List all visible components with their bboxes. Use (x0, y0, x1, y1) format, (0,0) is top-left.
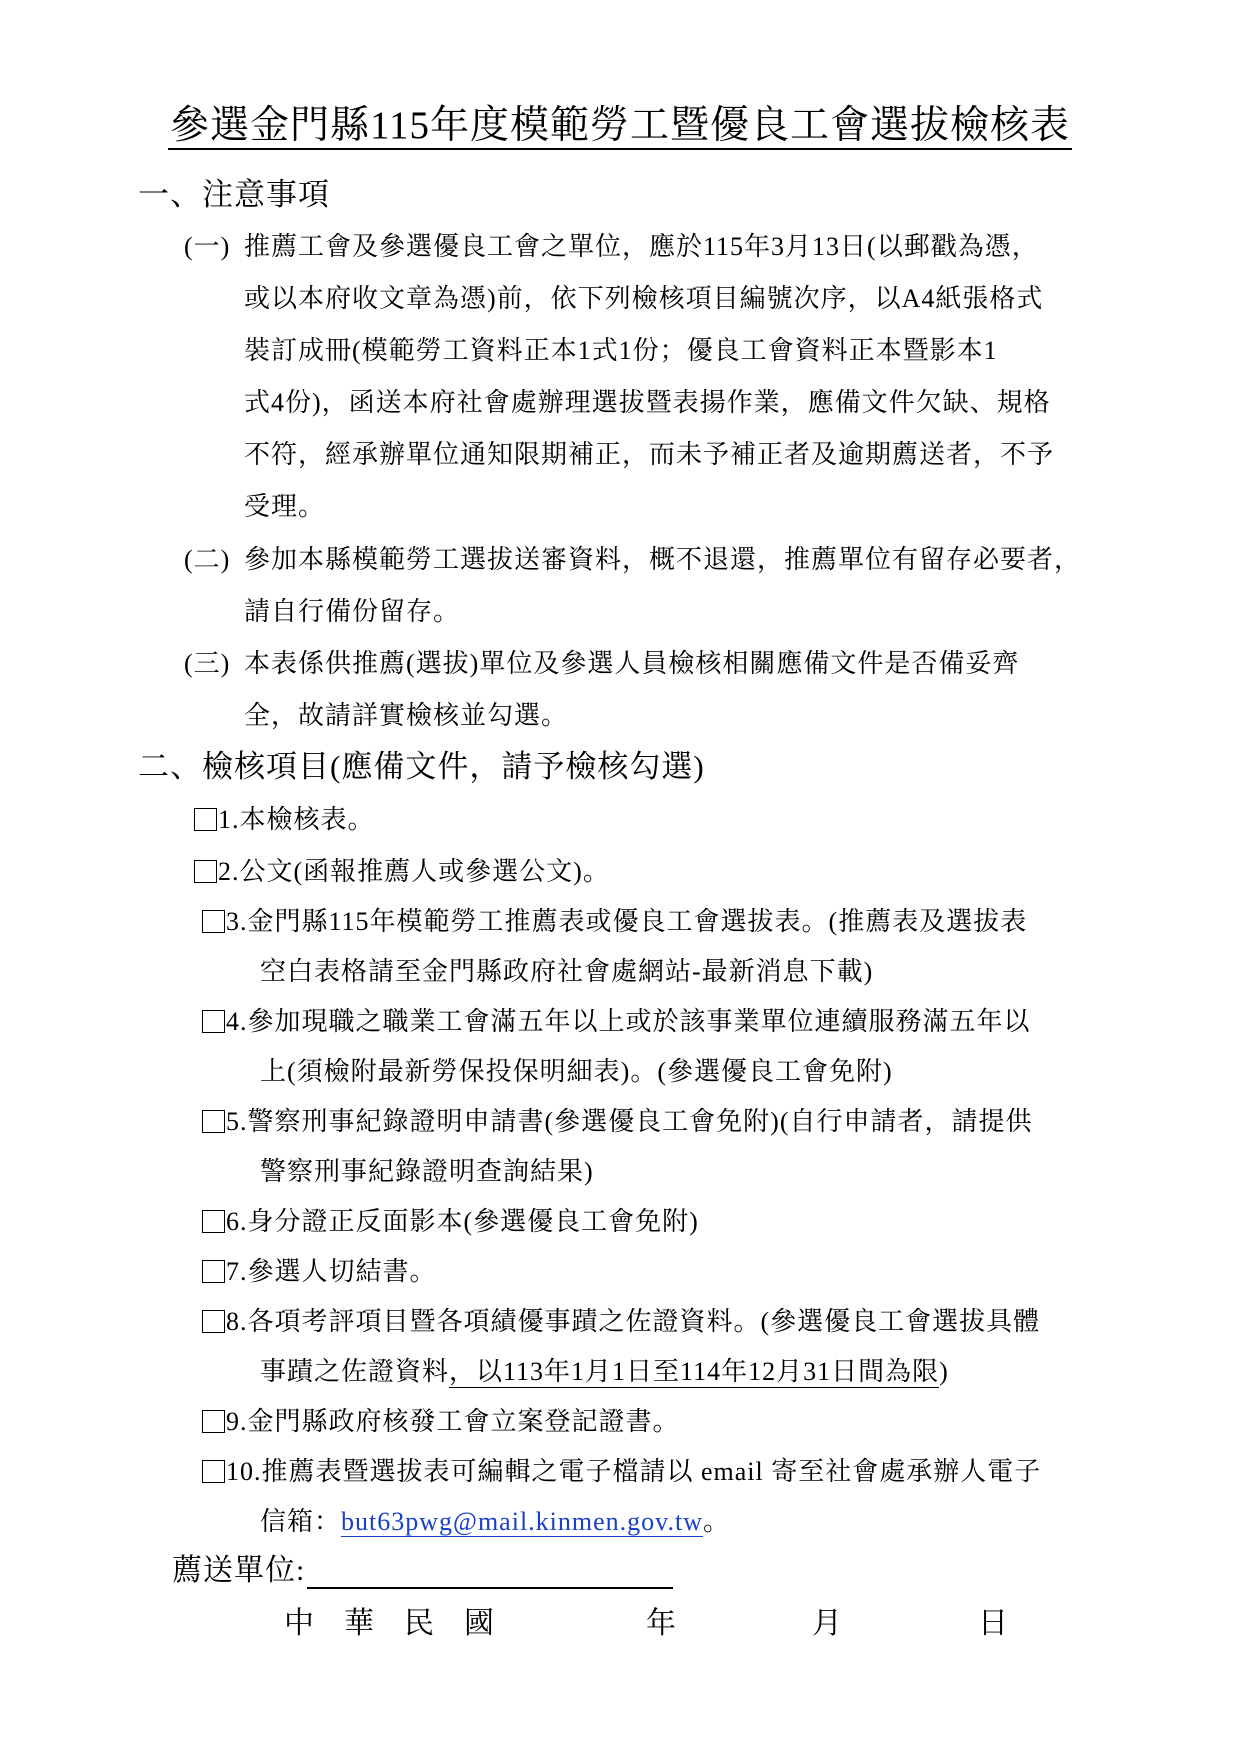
checkbox[interactable] (194, 808, 217, 831)
date-year: 年 (646, 1607, 676, 1640)
item-10-continuation (260, 1502, 730, 1542)
unit-label: 薦送單位: (172, 1554, 306, 1587)
checklist-item-6 (202, 1202, 699, 1242)
checklist-item-8 (202, 1302, 1040, 1342)
note-line: 全，故請詳實檢核並勾選。 (244, 701, 569, 730)
note-label: (一) (184, 232, 231, 261)
item-5-continuation: 警察刑事紀錄證明查詢結果) (260, 1157, 594, 1186)
item-text: 。 (702, 1507, 730, 1536)
item-text: 事蹟之佐證資料 (260, 1357, 450, 1386)
item-4-continuation: 上(須檢附最新勞保投保明細表)。(參選優良工會免附) (260, 1057, 893, 1086)
item-3-continuation: 空白表格請至金門縣政府社會處網站-最新消息下載) (260, 957, 874, 986)
checklist-item-4 (202, 1002, 1031, 1042)
checklist-item-3 (202, 902, 1027, 942)
checkbox[interactable] (202, 1410, 225, 1433)
item-text: 推薦表暨選拔表可編輯之電子檔請以 email 寄至社會處承辦人電子 (261, 1457, 1042, 1486)
checkbox[interactable] (202, 1310, 225, 1333)
item-text: 公文(函報推薦人或參選公文)。 (239, 857, 610, 886)
note-label: (二) (184, 545, 231, 574)
note-label: (三) (184, 649, 231, 678)
checklist-item-9 (202, 1402, 680, 1442)
date-month: 月 (812, 1607, 842, 1640)
item-text: 各項考評項目暨各項績優事蹟之佐證資料。(參選優良工會選拔具體 (247, 1307, 1041, 1336)
note-line: 請自行備份留存。 (244, 597, 461, 626)
note-line: 不符，經承辦單位通知限期補正，而未予補正者及逾期薦送者，不予 (244, 440, 1055, 469)
checklist-item-5 (202, 1102, 1032, 1142)
item-number: 1. (218, 805, 240, 834)
checkbox[interactable] (202, 910, 225, 933)
item-number: 5. (226, 1107, 248, 1136)
item-number: 4. (226, 1007, 248, 1036)
section2-heading: 二、檢核項目(應備文件，請予檢核勾選) (138, 749, 705, 784)
item-number: 3. (226, 907, 248, 936)
item-number: 2. (218, 857, 240, 886)
item-8-continuation (260, 1352, 949, 1392)
unit-signature-line[interactable] (307, 1553, 673, 1589)
item-number: 6. (226, 1207, 248, 1236)
item-number: 10. (226, 1457, 262, 1486)
checkbox[interactable] (202, 1110, 225, 1133)
recommending-unit (172, 1548, 673, 1594)
item-number: 9. (226, 1407, 248, 1436)
item-text: 信箱： (260, 1507, 342, 1536)
date-day: 日 (978, 1607, 1008, 1640)
date-range-underlined: ，以113年1月1日至114年12月31日間為限 (449, 1357, 940, 1386)
checklist-item-1 (194, 800, 375, 840)
email-link[interactable]: but63pwg@mail.kinmen.gov.tw (341, 1507, 703, 1536)
checklist-item-2 (194, 852, 610, 892)
note-line: 本表係供推薦(選拔)單位及參選人員檢核相關應備文件是否備妥齊 (244, 649, 1020, 678)
item-number: 8. (226, 1307, 248, 1336)
item-text: 本檢核表。 (239, 805, 375, 834)
note-line: 推薦工會及參選優良工會之單位，應於115年3月13日(以郵戳為憑， (244, 232, 1039, 261)
item-text: 身分證正反面影本(參選優良工會免附) (247, 1207, 699, 1236)
item-text: 金門縣115年模範勞工推薦表或優良工會選拔表。(推薦表及選拔表 (247, 907, 1028, 936)
item-text: 參選人切結書。 (247, 1257, 437, 1286)
item-text: 參加現職之職業工會滿五年以上或於該事業單位連續服務滿五年以 (247, 1007, 1031, 1036)
item-text: 警察刑事紀錄證明申請書(參選優良工會免附)(自行申請者，請提供 (247, 1107, 1033, 1136)
checklist-item-10 (202, 1452, 1041, 1492)
checkbox[interactable] (194, 860, 217, 883)
note-line: 參加本縣模範勞工選拔送審資料，概不退還，推薦單位有留存必要者， (244, 545, 1082, 574)
checkbox[interactable] (202, 1260, 225, 1283)
checkbox[interactable] (202, 1210, 225, 1233)
note-line: 裝訂成冊(模範勞工資料正本1式1份；優良工會資料正本暨影本1 (244, 336, 998, 365)
checklist-item-7 (202, 1252, 437, 1292)
note-line: 式4份)，函送本府社會處辦理選拔暨表揚作業，應備文件欠缺、規格 (244, 388, 1051, 417)
item-number: 7. (226, 1257, 248, 1286)
note-line: 受理。 (244, 492, 326, 521)
item-text: ) (939, 1357, 949, 1386)
page-title: 參選金門縣115年度模範勞工暨優良工會選拔檢核表 (0, 98, 1240, 154)
checkbox[interactable] (202, 1460, 225, 1483)
note-line: 或以本府收文章為憑)前，依下列檢核項目編號次序，以A4紙張格式 (244, 284, 1044, 313)
checkbox[interactable] (202, 1010, 225, 1033)
date-era: 中 華 民 國 (284, 1607, 494, 1640)
item-text: 金門縣政府核發工會立案登記證書。 (247, 1407, 680, 1436)
section1-heading: 一、注意事項 (138, 177, 330, 212)
